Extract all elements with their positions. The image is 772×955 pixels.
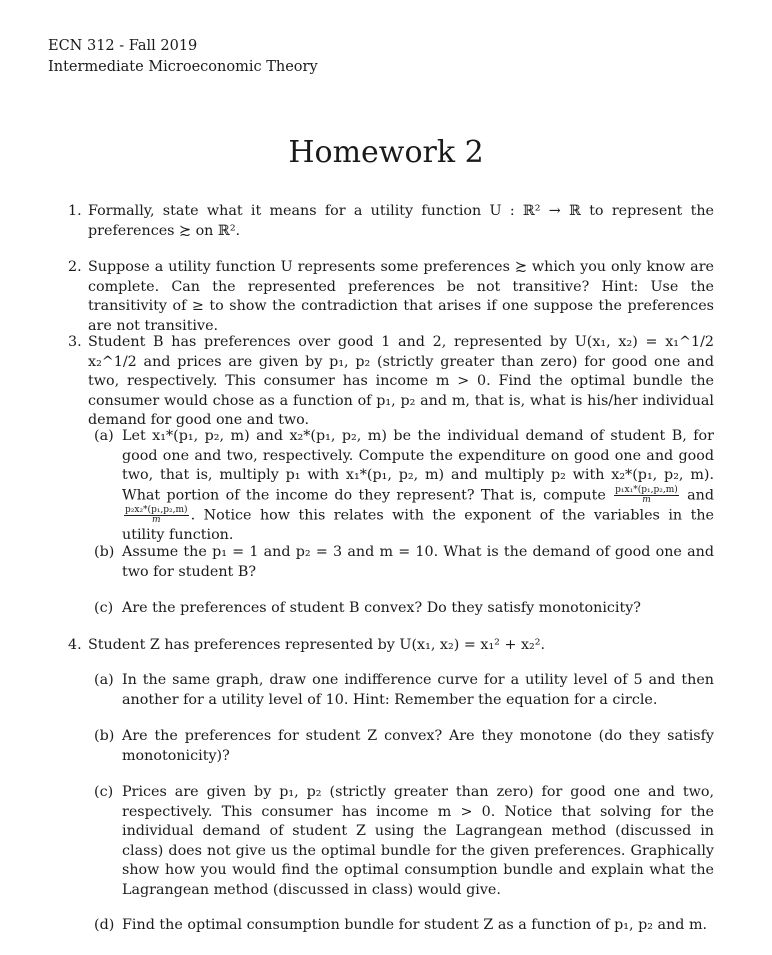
part-label: (c) (94, 600, 114, 616)
question-text: Student Z has preferences represented by U(x₁, x₂) = x₁² + x₂². (88, 637, 546, 653)
part-label: (b) (94, 544, 115, 560)
conjunction: and (687, 487, 714, 503)
fraction-denominator: m (152, 514, 161, 525)
fraction-denominator: m (642, 494, 651, 505)
part-text-tail: . Notice how this relates with the exponent of the variables in the utility function. (122, 507, 714, 543)
part-text: Let x₁*(p₁, p₂, m) and x₂*(p₁, p₂, m) be the individual demand of student B, for good one and two, respectively. Compute the expenditure on good one and good two, that is, multiply p₁ with x₁*(p₁, p₂, m) and multiply p₂ with x₂*(p₁, p₂, m). What portion of the income do they represent? That is, compute (122, 428, 714, 503)
part-label: (a) (94, 672, 114, 688)
fraction-numerator: p₂x₂*(p₁,p₂,m) (125, 504, 188, 515)
question-2 (68, 258, 714, 336)
document-header (48, 36, 318, 78)
part-text: Find the optimal consumption bundle for student Z as a function of p₁, p₂ and m. (122, 917, 708, 933)
part-text: Are the preferences of student B convex? Do they satisfy monotonicity? (122, 600, 641, 616)
part-text: In the same graph, draw one indifference curve for a utility level of 5 and then another for a utility level of 10. Hint: Remember the equation for a circle. (122, 672, 714, 708)
part-label: (b) (94, 728, 115, 744)
course-subtitle: Intermediate Microeconomic Theory (48, 59, 318, 75)
question-text: Formally, state what it means for a utility function U : ℝ² → ℝ to represent the preferences ≿ on ℝ². (88, 203, 714, 239)
fraction-expenditure-share-2 (124, 506, 189, 525)
part-label: (c) (94, 784, 114, 800)
question-number: 4. (68, 637, 82, 653)
question-4a (94, 671, 714, 710)
question-3b (94, 543, 714, 582)
question-4d (94, 916, 714, 936)
part-label: (d) (94, 917, 115, 933)
question-number: 3. (68, 334, 82, 350)
part-text: Assume the p₁ = 1 and p₂ = 3 and m = 10. What is the demand of good one and two for student B? (122, 544, 714, 580)
question-text: Student B has preferences over good 1 and 2, represented by U(x₁, x₂) = x₁^1/2 x₂^1/2 and prices are given by p₁, p₂ (strictly greater than zero) for good one and two, respectively. This consumer has income m > 0. Find the optimal bundle the consumer would chose as a function of p₁, p₂ and m, that is, what is his/her individual demand for good one and two. (88, 334, 714, 428)
question-3 (68, 333, 714, 431)
fraction-expenditure-share-1 (614, 486, 679, 505)
question-4c (94, 783, 714, 900)
question-number: 1. (68, 203, 82, 219)
part-text: Are the preferences for student Z convex? Are they monotone (do they satisfy monotonicity)? (122, 728, 714, 764)
question-number: 2. (68, 259, 82, 275)
question-4 (68, 636, 714, 656)
question-4b (94, 727, 714, 766)
part-text: Prices are given by p₁, p₂ (strictly greater than zero) for good one and two, respectively. This consumer has income m > 0. Notice that solving for the individual demand of student Z using the Lagrangean method (discussed in class) does not give us the optimal bundle for the given preferences. Graphically show how you would find the optimal consumption bundle and explain what the Lagrangean method (discussed in class) would give. (122, 784, 714, 898)
question-3a (94, 427, 714, 545)
question-3c (94, 599, 714, 619)
question-text: Suppose a utility function U represents some preferences ≿ which you only know are complete. Can the represented preferences be not transitive? Hint: Use the transitivity of ≥ to show the contradiction that arises if one suppose the preferences are not transitive. (88, 259, 714, 334)
course-code: ECN 312 - Fall 2019 (48, 38, 198, 54)
page-title: Homework 2 (288, 135, 484, 170)
question-1 (68, 202, 714, 241)
part-label: (a) (94, 428, 114, 444)
fraction-numerator: p₁x₁*(p₁,p₂,m) (615, 484, 678, 495)
